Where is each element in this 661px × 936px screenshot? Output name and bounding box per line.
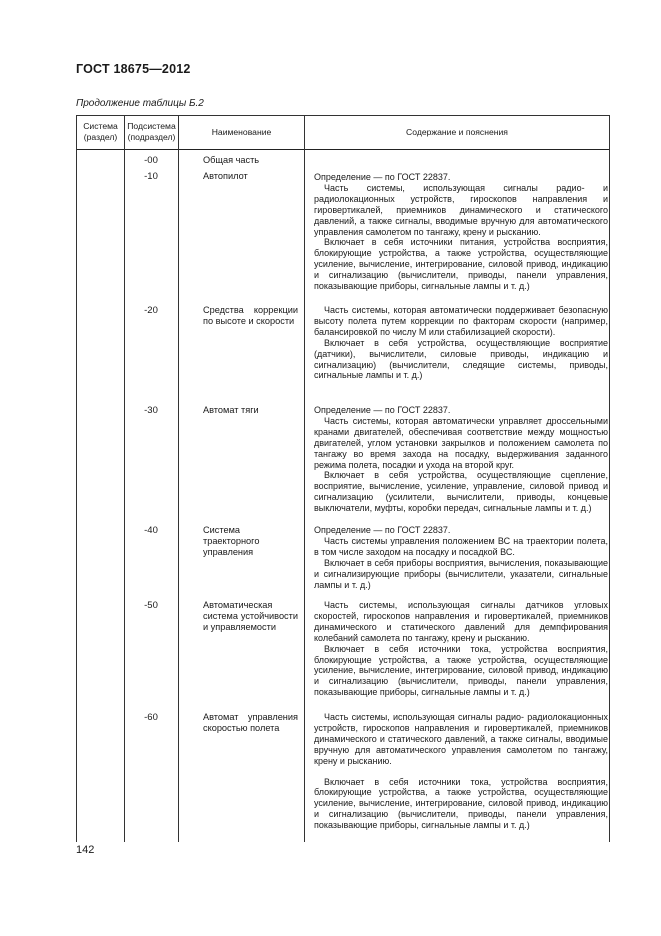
content-paragraph: Включает в себя устройства, осуществляющие сцепление, восприятие, вычисление, усиление, управление, силовой привод и сигнализацию (усилители, вычислители, приводы, концевые выключатели, муфты, коробки передач, сигнальные лампы и т. д.): [314, 470, 608, 514]
col-header-content: Содержание и пояснения: [406, 127, 508, 137]
content-paragraph: Определение — по ГОСТ 22837.: [314, 172, 451, 182]
content-paragraph: Включает в себя источники тока, устройства восприятия, блокирующие устройства, а также устройства, осуществляющие усиление, вычисление, интегрирование, силовой привод, индикацию и сигнализацию (вычислители, приводы, панели управления, показывающие приборы, сигнальные лампы и т. д.): [314, 776, 608, 831]
row-content: [314, 305, 608, 381]
row-code: -50: [144, 600, 158, 611]
content-paragraph: Часть системы, использующая сигналы радио- радиолокационных устройств, гироскопов направления и гировертикалей, приемников динамического и статического давлений, а также сигналы, вводимые вручную для автоматического управления самолетом по тангажу, крену и рысканию.: [314, 712, 608, 766]
row-content: [314, 525, 608, 590]
row-content: [314, 172, 608, 292]
content-paragraph: Включает в себя устройства, осуществляющие восприятие (датчики), вычислители, силовые приводы, индикацию и сигнализацию) (вычислители, следящие системы, приводы, сигнальные лампы и т. д.): [314, 337, 608, 381]
content-paragraph: Часть системы управления положением ВС на траектории полета, в том числе заходом на посадку и посадкой ВС.: [314, 535, 608, 557]
content-paragraph: Включает в себя источники тока, устройства восприятия, блокирующие устройства, а также устройства, осуществляющие усиление, вычисление, интегрирование, силовой привод, индикацию и сигнализацию (вычислители, приводы, панели управления, показывающие приборы, сигнальные лампы и т. д.): [314, 643, 608, 698]
row-code: -20: [144, 305, 158, 316]
row-name: Автопилот: [203, 171, 248, 181]
row-name: Автоматическая система устойчивости и управляемости: [203, 600, 298, 632]
col-header-name: Наименование: [211, 127, 272, 137]
content-paragraph: Включает в себя приборы восприятия, вычисления, показывающие и сигнализирующие приборы (вычислители, указатели, сигнальные лампы и т. д.): [314, 557, 608, 590]
document-title: ГОСТ 18675—2012: [76, 62, 191, 76]
content-paragraph: Часть системы, использующая сигналы датчиков угловых скоростей, гироскопов направления и гировертикалей, приемников динамического и статического давлений для демпфирования колебаний самолета по тангажу, крену и рысканию.: [314, 600, 608, 643]
table-caption: Продолжение таблицы Б.2: [76, 98, 204, 109]
content-paragraph: Часть системы, которая автоматически управляет дроссельными кранами двигателей, обеспечивая соответствие между мощностью двигателей, углом установки закрылков и положением самолета по тангажу во время захода на посадку, выдерживания заданного режима полета, посадки и ухода на второй круг.: [314, 415, 608, 470]
content-paragraph: Часть системы, использующая сигналы радио- и радиолокационных устройств, гироскопов направления и гировертикалей, приемников динамического и статического давлений, а также сигналы, вводимые вручную для автоматического управления самолетом по тангажу, крену и рысканию.: [314, 182, 608, 237]
content-paragraph: Включает в себя источники питания, устройства восприятия, блокирующие устройства, а также устройства, осуществляющие усиление, вычисление, интегрирование, силовой привод, индикацию и сигнализацию (вычислители, приводы, панели управления, показывающие приборы, сигнальные лампы и т. д.): [314, 237, 608, 292]
row-name: Общая часть: [203, 155, 260, 165]
row-code: -30: [144, 405, 158, 416]
content-paragraph: Определение — по ГОСТ 22837.: [314, 525, 451, 535]
row-content: [314, 600, 608, 698]
col-header-subsystem: Подсистема (подраздел): [127, 121, 176, 142]
row-code: -60: [144, 712, 158, 723]
row-content: [314, 405, 608, 514]
content-paragraph: Часть системы, которая автоматически поддерживает безопасную высоту полета путем коррекции по факторам скорости (например, балансировкой по числу М или стабилизацией скорости).: [314, 305, 608, 337]
row-content: [314, 712, 608, 831]
col-header-system: Система (раздел): [83, 121, 118, 142]
row-name: Средства коррекции по высоте и скорости: [203, 305, 298, 326]
row-code: -40: [144, 525, 158, 536]
row-code: -00: [144, 155, 158, 166]
row-name: Система траекторного управления: [203, 525, 260, 557]
row-name: Автомат тяги: [203, 405, 259, 415]
row-name: Автомат управления скоростью полета: [203, 712, 298, 733]
page-number: 142: [76, 844, 95, 856]
row-code: -10: [144, 171, 158, 182]
content-paragraph: Определение — по ГОСТ 22837.: [314, 405, 451, 415]
